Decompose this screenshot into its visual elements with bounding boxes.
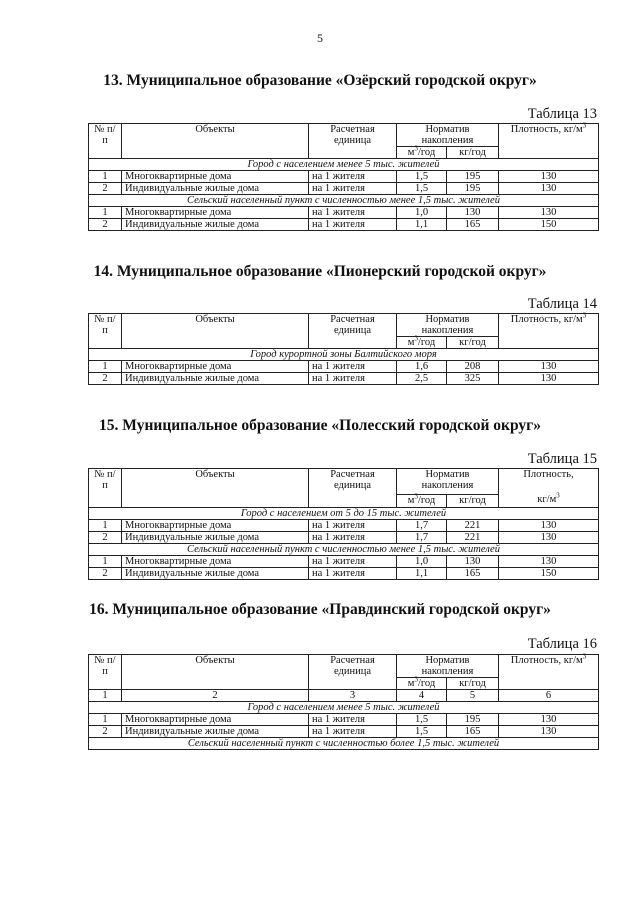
table-15 bbox=[88, 468, 599, 580]
col-header-objects: Объекты bbox=[122, 124, 309, 159]
col-header-unit: Расчетная единица bbox=[309, 314, 397, 349]
table-13 bbox=[88, 123, 599, 231]
col-header-norm: Норматив накопления bbox=[397, 469, 499, 495]
section-13-heading: 13. Муниципальное образование «Озёрский городской округ» bbox=[103, 72, 537, 89]
col-header-norm: Норматив накопления bbox=[397, 314, 499, 337]
table-row: 1 Многоквартирные дома на 1 жителя 1,5 195 130 bbox=[89, 171, 599, 183]
col-header-m3: $м^3$/год bbox=[397, 678, 447, 690]
col-header-num: № п/п bbox=[89, 469, 122, 508]
col-header-kg: кг/год bbox=[447, 337, 499, 349]
col-header-unit: Расчетная единица bbox=[309, 124, 397, 159]
group-row: Город курортной зоны Балтийского моря bbox=[89, 349, 599, 361]
col-header-density: Плотность, $кг/м^3$ bbox=[499, 314, 599, 349]
table-row: 2 Индивидуальные жилые дома на 1 жителя 1,1 165 150 bbox=[89, 219, 599, 231]
col-header-num: № п/п bbox=[89, 124, 122, 159]
table-row: 2 Индивидуальные жилые дома на 1 жителя 2,5 325 130 bbox=[89, 373, 599, 385]
table-13-caption: Таблица 13 bbox=[527, 106, 597, 122]
col-header-objects: Объекты bbox=[122, 469, 309, 508]
col-header-density: Плотность, $кг/м^3$ bbox=[499, 124, 599, 159]
table-row: 2 Индивидуальные жилые дома на 1 жителя 1,5 165 130 bbox=[89, 726, 599, 738]
col-header-num: № п/п bbox=[89, 655, 122, 690]
section-15-heading: 15. Муниципальное образование «Полесский городской округ» bbox=[99, 417, 541, 434]
group-row: Город с населением менее 5 тыс. жителей bbox=[89, 159, 599, 171]
table-row: 2 Индивидуальные жилые дома на 1 жителя 1,5 195 130 bbox=[89, 183, 599, 195]
table-row: 1 Многоквартирные дома на 1 жителя 1,5 195 130 bbox=[89, 714, 599, 726]
page-number: 5 bbox=[317, 31, 323, 45]
section-14-heading: 14. Муниципальное образование «Пионерский городской округ» bbox=[93, 263, 547, 280]
col-header-kg: кг/год bbox=[447, 494, 499, 507]
table-15-caption: Таблица 15 bbox=[527, 451, 597, 467]
col-header-density: Плотность, $кг/м^3$ bbox=[499, 469, 599, 508]
group-row: Сельский населенный пункт с численностью менее 1,5 тыс. жителей bbox=[89, 544, 599, 556]
col-header-m3: $м^3$/год bbox=[397, 494, 447, 507]
col-header-density: Плотность, $кг/м^3$ bbox=[499, 655, 599, 690]
col-header-kg: кг/год bbox=[447, 147, 499, 159]
table-14 bbox=[88, 313, 599, 385]
table-16-caption: Таблица 16 bbox=[527, 636, 597, 652]
col-header-num: № п/п bbox=[89, 314, 122, 349]
table-row: 1 Многоквартирные дома на 1 жителя 1,0 130 130 bbox=[89, 556, 599, 568]
col-header-objects: Объекты bbox=[122, 314, 309, 349]
table-row: 1 Многоквартирные дома на 1 жителя 1,7 221 130 bbox=[89, 520, 599, 532]
group-row: Сельский населенный пункт с численностью менее 1,5 тыс. жителей bbox=[89, 195, 599, 207]
table-16 bbox=[88, 654, 599, 750]
group-row: Сельский населенный пункт с численностью более 1,5 тыс. жителей bbox=[89, 738, 599, 750]
col-header-unit: Расчетная единица bbox=[309, 655, 397, 690]
group-row: Город с населением менее 5 тыс. жителей bbox=[89, 702, 599, 714]
col-header-norm: Норматив накопления bbox=[397, 655, 499, 678]
col-header-kg: кг/год bbox=[447, 678, 499, 690]
column-number-row: 1 2 3 4 5 6 bbox=[89, 690, 599, 702]
col-header-m3: $м^3$/год bbox=[397, 337, 447, 349]
table-row: 1 Многоквартирные дома на 1 жителя 1,6 208 130 bbox=[89, 361, 599, 373]
table-row: 2 Индивидуальные жилые дома на 1 жителя 1,1 165 150 bbox=[89, 568, 599, 580]
group-row: Город с населением от 5 до 15 тыс. жителей bbox=[89, 508, 599, 520]
table-14-caption: Таблица 14 bbox=[527, 296, 597, 312]
section-16-heading: 16. Муниципальное образование «Правдинский городской округ» bbox=[89, 601, 551, 618]
col-header-norm: Норматив накопления bbox=[397, 124, 499, 147]
table-row: 2 Индивидуальные жилые дома на 1 жителя 1,7 221 130 bbox=[89, 532, 599, 544]
table-row: 1 Многоквартирные дома на 1 жителя 1,0 130 130 bbox=[89, 207, 599, 219]
col-header-unit: Расчетная единица bbox=[309, 469, 397, 508]
col-header-m3: $м^3$/год bbox=[397, 147, 447, 159]
col-header-objects: Объекты bbox=[122, 655, 309, 690]
